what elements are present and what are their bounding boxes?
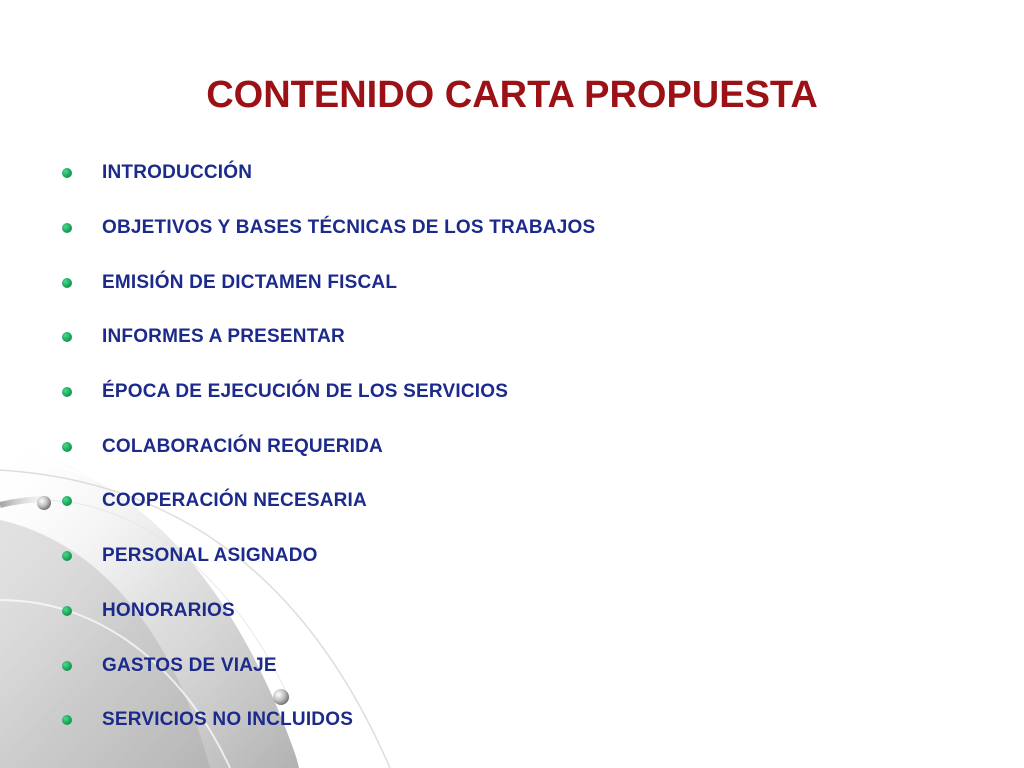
list-item <box>62 638 595 693</box>
list-item-text: GASTOS DE VIAJE <box>102 654 277 676</box>
green-bullet-icon <box>62 442 72 452</box>
list-item <box>62 584 595 639</box>
list-item <box>62 693 595 748</box>
green-bullet-icon <box>62 551 72 561</box>
list-item-text: PERSONAL ASIGNADO <box>102 545 318 567</box>
list-item-text: COOPERACIÓN NECESARIA <box>102 490 367 512</box>
green-bullet-icon <box>62 496 72 506</box>
green-bullet-icon <box>62 715 72 725</box>
list-item-text: OBJETIVOS Y BASES TÉCNICAS DE LOS TRABAJOS <box>102 217 596 239</box>
list-item <box>62 529 595 584</box>
list-item <box>62 474 595 529</box>
green-bullet-icon <box>62 332 72 342</box>
list-item-text: INFORMES A PRESENTAR <box>102 326 345 348</box>
list-item <box>62 255 595 310</box>
green-bullet-icon <box>62 661 72 671</box>
list-item <box>62 419 595 474</box>
list-item-text: ÉPOCA DE EJECUCIÓN DE LOS SERVICIOS <box>102 381 509 403</box>
list-item-text: HONORARIOS <box>102 599 235 621</box>
list-item <box>62 365 595 420</box>
content-list <box>62 146 595 748</box>
list-item-text: EMISIÓN DE DICTAMEN FISCAL <box>102 271 398 293</box>
list-item-text: INTRODUCCIÓN <box>102 162 253 184</box>
green-bullet-icon <box>62 606 72 616</box>
list-item <box>62 201 595 256</box>
slide-title: CONTENIDO CARTA PROPUESTA <box>206 74 818 116</box>
list-item-text: SERVICIOS NO INCLUIDOS <box>102 709 354 731</box>
green-bullet-icon <box>62 387 72 397</box>
green-bullet-icon <box>62 168 72 178</box>
green-bullet-icon <box>62 278 72 288</box>
list-item <box>62 310 595 365</box>
list-item-text: COLABORACIÓN REQUERIDA <box>102 435 383 457</box>
list-item <box>62 146 595 201</box>
green-bullet-icon <box>62 223 72 233</box>
